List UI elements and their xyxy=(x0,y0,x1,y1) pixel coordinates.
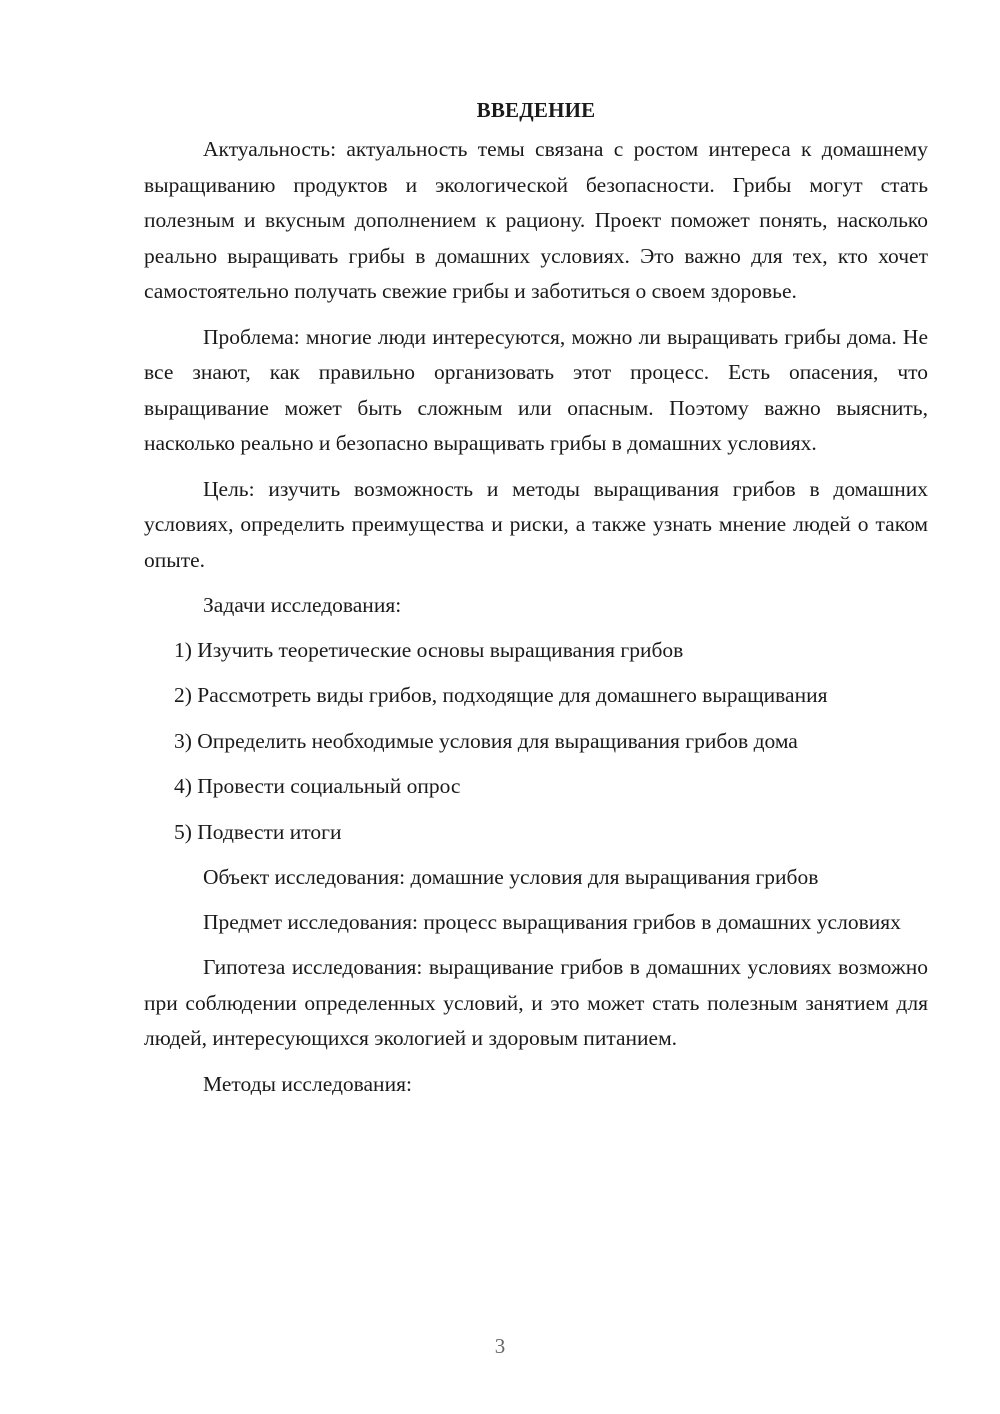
paragraph-relevance: Актуальность: актуальность темы связана с ростом интереса к домашнему выращиванию продуктов и экологической безопасности. Грибы могут стать полезным и вкусным дополнением к рациону. Проект поможет понять, насколько реально выращивать грибы в домашних условиях. Это важно для тех, кто хочет самостоятельно получать свежие грибы и заботиться о своем здоровье. xyxy=(144,137,928,303)
list-item-task-1: 1) Изучить теоретические основы выращивания грибов xyxy=(174,637,684,662)
paragraph-hypothesis: Гипотеза исследования: выращивание грибов в домашних условиях возможно при соблюдении определенных условий, и это может стать полезным занятием для людей, интересующихся экологией и здоровым питанием. xyxy=(144,955,928,1050)
page-number: 3 xyxy=(494,1334,506,1358)
page-title: ВВЕДЕНИЕ xyxy=(476,98,596,122)
paragraph-goal: Цель: изучить возможность и методы выращивания грибов в домашних условиях, определить преимущества и риски, а также узнать мнение людей о таком опыте. xyxy=(144,476,928,572)
paragraph-object: Объект исследования: домашние условия для выращивания грибов xyxy=(203,865,819,889)
list-item-task-3: 3) Определить необходимые условия для выращивания грибов дома xyxy=(174,728,798,753)
list-item-task-5: 5) Подвести итоги xyxy=(174,819,342,844)
list-item-task-2: 2) Рассмотреть виды грибов, подходящие для домашнего выращивания xyxy=(174,683,828,707)
tasks-list xyxy=(144,633,928,851)
page-content xyxy=(144,92,928,1112)
list-item-task-4: 4) Провести социальный опрос xyxy=(174,774,461,798)
paragraph-subject: Предмет исследования: процесс выращивания грибов в домашних условиях xyxy=(203,909,901,934)
methods-heading: Методы исследования: xyxy=(203,1071,412,1096)
paragraph-problem: Проблема: многие люди интересуются, можно ли выращивать грибы дома. Не все знают, как правильно организовать этот процесс. Есть опасения, что выращивание может быть сложным или опасным. Поэтому важно выяснить, насколько реально и безопасно выращивать грибы в домашних условиях. xyxy=(144,324,928,455)
tasks-heading: Задачи исследования: xyxy=(203,593,402,617)
